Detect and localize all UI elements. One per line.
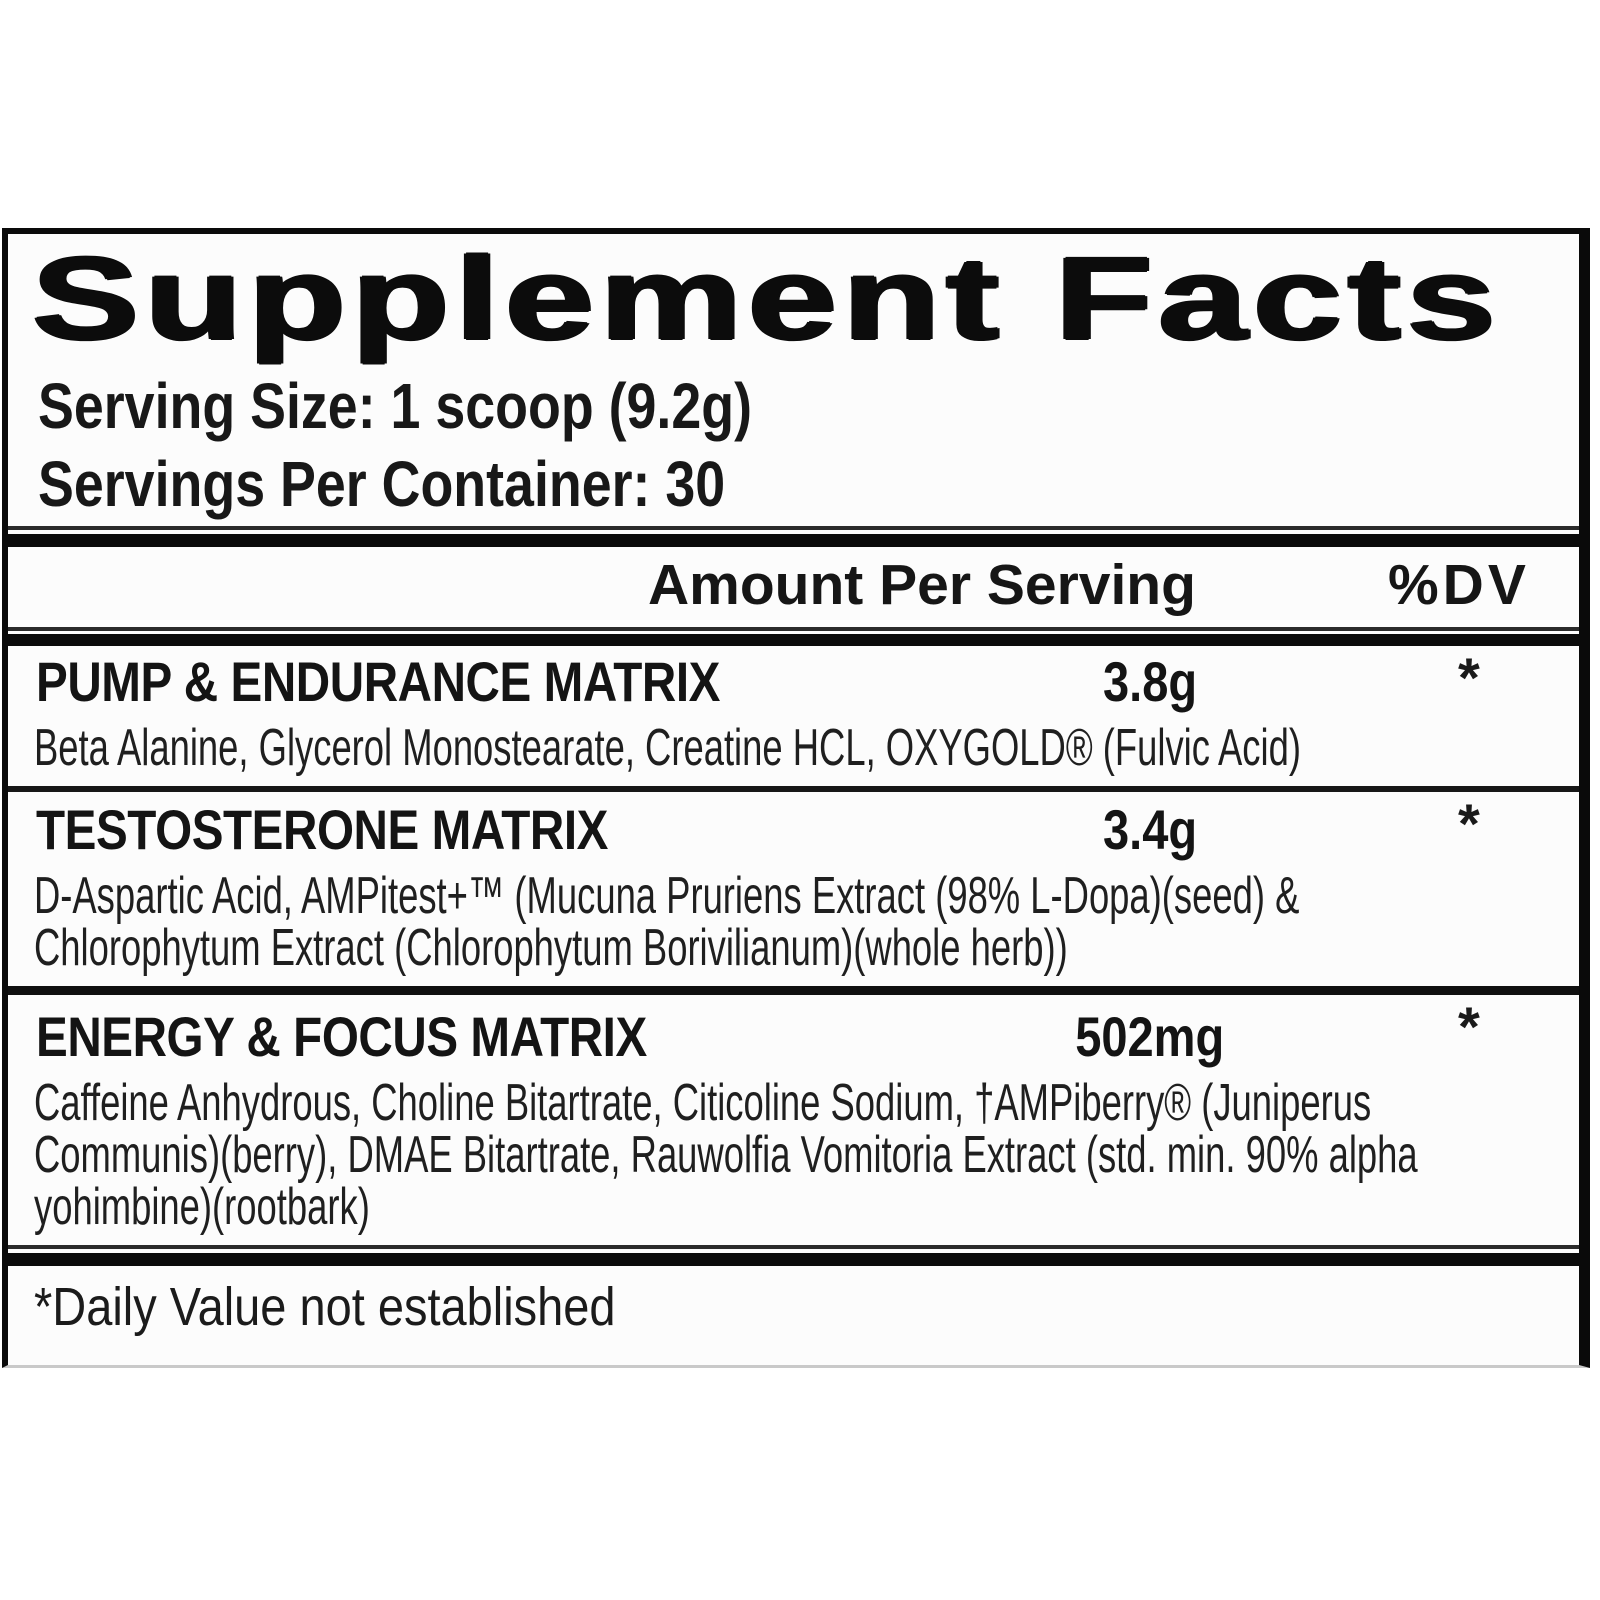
matrix-row-energy-focus: [8, 995, 1579, 1249]
thick-separator-bar: [8, 1253, 1579, 1266]
footnote-section: [8, 1266, 1579, 1352]
matrix-name-wrap: [36, 650, 1579, 713]
matrix-name-wrap: [36, 1005, 1579, 1068]
ingredient-line-text: Beta Alanine, Glycerol Monostearate, Creatine HCL, OXYGOLD® (Fulvic Acid): [34, 719, 1301, 777]
matrix-amount-box: [1050, 798, 1250, 861]
panel-title: Supplement Facts: [32, 233, 1502, 365]
matrix-name: ENERGY & FOCUS MATRIX: [36, 1005, 647, 1068]
matrix-name: PUMP & ENDURANCE MATRIX: [36, 650, 720, 713]
matrix-dv-asterisk: *: [1458, 792, 1480, 855]
servings-per-container-row: [38, 448, 1579, 520]
ingredient-line: [34, 919, 1579, 977]
matrix-row-title: [8, 792, 1579, 861]
ingredient-line-text: Caffeine Anhydrous, Choline Bitartrate, Citicoline Sodium, †AMPiberry® (Juniperus: [34, 1074, 1372, 1132]
servings-per-container-text: Servings Per Container: 30: [38, 448, 726, 520]
matrix-row-title: [8, 995, 1579, 1068]
ingredient-line: [34, 1074, 1579, 1132]
matrix-row-testosterone: [8, 792, 1579, 977]
matrix-name: TESTOSTERONE MATRIX: [36, 798, 608, 861]
matrix-amount: 502mg: [1075, 1005, 1225, 1068]
column-header-amount: Amount Per Serving: [648, 553, 1196, 617]
ingredient-line-text: Chlorophytum Extract (Chlorophytum Borivilianum)(whole herb)): [34, 919, 1068, 977]
matrix-ingredients: [34, 719, 1579, 777]
matrix-ingredients: [34, 1074, 1579, 1236]
matrix-amount-box: [1050, 1005, 1250, 1068]
serving-size-text: Serving Size: 1 scoop (9.2g): [38, 370, 752, 442]
matrix-dv-asterisk: *: [1458, 646, 1480, 709]
footnote-text: *Daily Value not established: [34, 1277, 616, 1337]
ingredient-line: [34, 1178, 1579, 1236]
thick-separator-bar: [8, 634, 1579, 646]
title-section: [8, 233, 1579, 530]
supplement-facts-panel: [2, 228, 1590, 1368]
panel-title-row: [32, 233, 1579, 365]
thin-separator-bar: [8, 986, 1579, 995]
matrix-ingredients: [34, 867, 1579, 977]
matrix-row-title: [8, 646, 1579, 713]
matrix-row-pump-endurance: [8, 646, 1579, 777]
matrix-amount: 3.8g: [1102, 650, 1198, 713]
ingredient-line-text: Communis)(berry), DMAE Bitartrate, Rauwolfia Vomitoria Extract (std. min. 90% alpha: [34, 1126, 1418, 1184]
thick-separator-bar: [8, 534, 1579, 547]
ingredient-line: [34, 719, 1579, 777]
ingredient-line-text: D-Aspartic Acid, AMPitest+™ (Mucuna Pruriens Extract (98% L-Dopa)(seed) &: [34, 867, 1300, 925]
matrix-name-wrap: [36, 798, 1579, 861]
ingredient-line-text: yohimbine)(rootbark): [34, 1178, 370, 1236]
matrix-dv-asterisk: *: [1458, 995, 1480, 1058]
ingredient-line: [34, 867, 1579, 925]
column-header-row: [8, 547, 1579, 631]
matrix-amount: 3.4g: [1102, 798, 1198, 861]
column-header-dv: %DV: [1388, 553, 1530, 617]
ingredient-line: [34, 1126, 1579, 1184]
matrix-amount-box: [1050, 650, 1250, 713]
serving-size-row: [38, 370, 1579, 442]
